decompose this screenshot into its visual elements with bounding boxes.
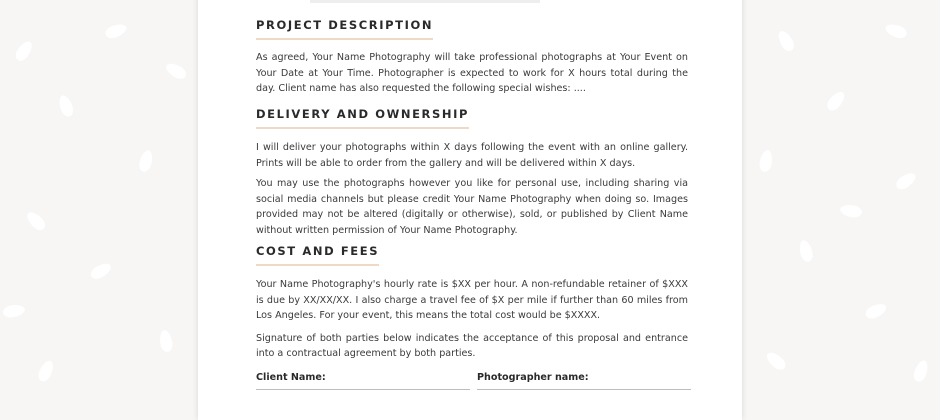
- petal-decoration: [24, 209, 48, 233]
- petal-decoration: [863, 301, 888, 321]
- delivery-section: [256, 103, 688, 239]
- petal-decoration: [36, 358, 56, 383]
- delivery-text: I will deliver your photographs within X days following the event with an online gallery. Prints will be able to order from the gallery and will be delivered within X days.: [256, 142, 688, 169]
- petal-decoration: [884, 22, 909, 41]
- project-description-text: As agreed, Your Name Photography will take professional photographs at Your Event on Your Date at Your Time. Photographer is expected to work for X hours total during the day. Client name has also requested the following special wishes: ....: [256, 52, 688, 95]
- petal-decoration: [104, 22, 129, 41]
- section-heading: COST AND FEES: [256, 244, 379, 266]
- petal-decoration: [57, 94, 76, 119]
- section-heading: DELIVERY AND OWNERSHIP: [256, 107, 469, 129]
- petal-decoration: [137, 149, 154, 173]
- cost-text: Your Name Photography's hourly rate is $XX per hour. A non-refundable retainer of $XXX is due by XX/XX/XX. I also charge a travel fee of $X per mile if further than 60 miles from Los Angeles. For your event, this means the total cost would be $XXXX.: [256, 279, 688, 322]
- petal-decoration: [797, 239, 814, 263]
- header-divider: [310, 0, 540, 3]
- client-name-label: Client Name:: [256, 372, 326, 383]
- cost-fees-section: [256, 240, 688, 362]
- petal-decoration: [764, 349, 789, 372]
- photographer-signature-line[interactable]: [477, 389, 691, 390]
- petal-decoration: [2, 303, 26, 319]
- petal-decoration: [88, 260, 113, 281]
- petal-decoration: [824, 89, 847, 114]
- photographer-name-label: Photographer name:: [477, 372, 589, 383]
- client-signature-line[interactable]: [256, 389, 470, 390]
- petal-decoration: [158, 329, 174, 353]
- petal-decoration: [758, 149, 774, 173]
- ownership-text: You may use the photographs however you like for personal use, including sharing via social media channels but please credit Your Name Photography when doing so. Images provided may not be altered (digitally or otherwise), sold, or published by Client Name without written permission of Your Name Photography.: [256, 178, 688, 236]
- petal-decoration: [163, 60, 188, 81]
- petal-decoration: [775, 28, 796, 53]
- petal-decoration: [13, 39, 35, 64]
- petal-decoration: [839, 203, 863, 219]
- petal-decoration: [912, 359, 931, 384]
- acceptance-text: Signature of both parties below indicates the acceptance of this proposal and entrance into a contractual agreement by both parties.: [256, 332, 688, 360]
- project-description-section: [256, 14, 688, 97]
- section-heading: PROJECT DESCRIPTION: [256, 18, 433, 40]
- petal-decoration: [894, 170, 919, 192]
